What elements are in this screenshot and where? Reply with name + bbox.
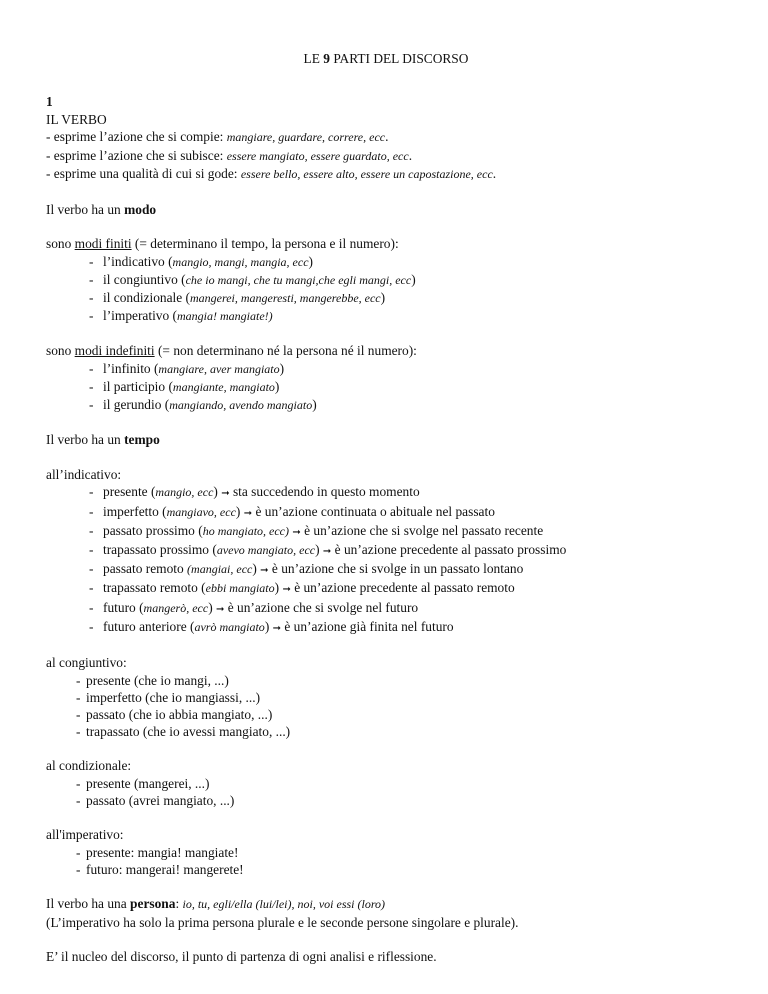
list-item: - presente (che io mangi, ...)	[46, 672, 726, 689]
page-title	[46, 50, 726, 68]
list-item: - presente (mangerei, ...)	[46, 775, 726, 792]
condizionale-list	[46, 775, 726, 809]
title-suffix: PARTI DEL DISCORSO	[329, 51, 469, 66]
list-item: - imperfetto (che io mangiassi, ...)	[46, 689, 726, 706]
list-item: - l’indicativo (mangio, mangi, mangia, ecc)	[46, 253, 726, 271]
persona-note: (L’imperativo ha solo la prima persona plurale e le seconde persone singolare e plurale).	[46, 914, 519, 930]
intro-line-3: - esprime una qualità di cui si gode: essere bello, essere alto, essere un capostazione, ecc.	[46, 166, 497, 181]
list-item: - futuro (mangerò, ecc) ➞ è un’azione che si svolge nel futuro	[46, 599, 726, 618]
list-item: - trapassato prossimo (avevo mangiato, ecc) ➞ è un’azione precedente al passato prossimo	[46, 541, 726, 560]
title-prefix: LE	[303, 51, 324, 66]
intro-line-2: - esprime l’azione che si subisce: essere mangiato, essere guardato, ecc.	[46, 147, 413, 163]
arrow-icon: ➞	[260, 565, 269, 577]
persona-heading: Il verbo ha una persona: io, tu, egli/ella (lui/lei), noi, voi essi (loro)	[46, 896, 386, 912]
finiti-heading: sono modi finiti (= determinano il tempo, la persona e il numero):	[46, 236, 399, 251]
congiuntivo-list	[46, 672, 726, 741]
list-item: - presente (mangio, ecc) ➞ sta succedendo in questo momento	[46, 483, 726, 502]
arrow-icon: ➞	[272, 622, 282, 634]
list-item: - passato (avrei mangiato, ...)	[46, 792, 726, 809]
section-number: 1	[46, 94, 53, 109]
list-item: - imperfetto (mangiavo, ecc) ➞ è un’azione continuata o abituale nel passato	[46, 503, 726, 522]
arrow-icon: ➞	[322, 546, 332, 558]
document-page	[46, 50, 726, 966]
tempo-heading: Il verbo ha un tempo	[46, 432, 160, 448]
condizionale-heading: al condizionale:	[46, 758, 132, 774]
list-item: - passato (che io abbia mangiato, ...)	[46, 706, 726, 723]
title-number: 9	[323, 51, 330, 66]
arrow-icon: ➞	[282, 584, 291, 596]
list-item: - l’imperativo (mangia! mangiate!)	[46, 307, 726, 325]
indicativo-heading: all’indicativo:	[46, 466, 122, 482]
list-item: - presente: mangia! mangiate!	[46, 844, 726, 861]
modo-heading: Il verbo ha un modo	[46, 201, 157, 217]
indefiniti-list	[46, 360, 726, 415]
list-item: - il gerundio (mangiando, avendo mangiato)	[46, 396, 726, 414]
list-item: - futuro: mangerai! mangerete!	[46, 861, 726, 878]
arrow-icon: ➞	[216, 603, 225, 615]
arrow-icon: ➞	[243, 507, 253, 519]
list-item: - il participio (mangiante, mangiato)	[46, 378, 726, 396]
imperativo-list	[46, 844, 726, 878]
congiuntivo-heading: al congiuntivo:	[46, 655, 127, 671]
list-item: - trapassato (che io avessi mangiato, ...)	[46, 723, 726, 740]
arrow-icon: ➞	[292, 526, 301, 538]
indefiniti-heading: sono modi indefiniti (= non determinano né la persona né il numero):	[46, 343, 417, 359]
imperativo-heading: all'imperativo:	[46, 827, 124, 843]
list-item: - trapassato remoto (ebbi mangiato) ➞ è un’azione precedente al passato remoto	[46, 579, 726, 598]
arrow-icon: ➞	[221, 488, 230, 500]
indicativo-list	[46, 483, 726, 637]
list-item: - il condizionale (mangerei, mangeresti, mangerebbe, ecc)	[46, 289, 726, 307]
conclusion: E’ il nucleo del discorso, il punto di partenza di ogni analisi e riflessione.	[46, 949, 437, 965]
list-item: - passato prossimo (ho mangiato, ecc) ➞ è un’azione che si svolge nel passato recente	[46, 522, 726, 541]
list-item: - futuro anteriore (avrò mangiato) ➞ è un’azione già finita nel futuro	[46, 618, 726, 637]
section-heading: IL VERBO	[46, 111, 107, 127]
list-item: - l’infinito (mangiare, aver mangiato)	[46, 360, 726, 378]
finiti-list	[46, 253, 726, 326]
list-item: - passato remoto (mangiai, ecc) ➞ è un’azione che si svolge in un passato lontano	[46, 560, 726, 579]
intro-line-1: - esprime l’azione che si compie: mangiare, guardare, correre, ecc.	[46, 129, 389, 144]
list-item: - il congiuntivo (che io mangi, che tu mangi,che egli mangi, ecc)	[46, 271, 726, 289]
